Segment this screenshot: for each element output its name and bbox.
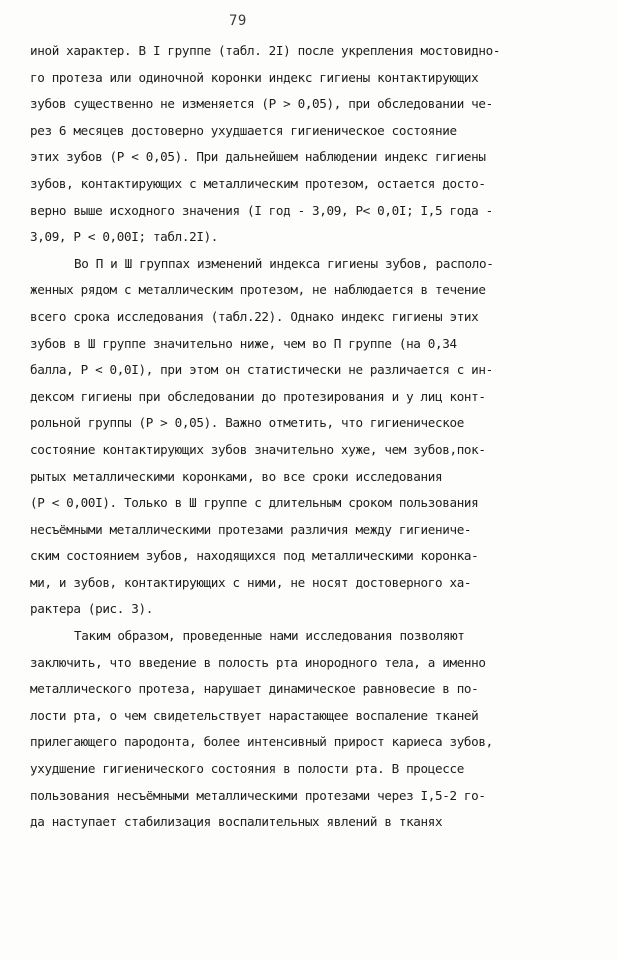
page-number: 79: [229, 13, 247, 29]
body-text: [30, 38, 602, 836]
text-line: иной характер. В I группе (табл. 2I) после укрепления мостовидно-: [30, 43, 501, 58]
text-line: этих зубов (Р < 0,05). При дальнейшем наблюдении индекс гигиены: [30, 149, 486, 165]
text-line: металлического протеза, нарушает динамическое равновесие в по-: [30, 681, 479, 697]
text-line: ухудшение гигиенического состояния в полости рта. В процессе: [30, 761, 464, 777]
text-line: зубов в Ш группе значительно ниже, чем во П группе (на 0,34: [30, 335, 457, 351]
text-line: состояние контактирующих зубов значительно хуже, чем зубов,пок-: [30, 441, 486, 457]
text-line: зубов, контактирующих с металлическим протезом, остается досто-: [30, 175, 486, 191]
text-line: да наступает стабилизация воспалительных явлений в тканях: [30, 814, 443, 830]
text-line: зубов существенно не изменяется (Р > 0,05), при обследовании че-: [30, 96, 493, 112]
text-line: балла, Р < 0,0I), при этом он статистически не различается с ин-: [30, 362, 493, 378]
text-line: го протеза или одиночной коронки индекс гигиены контактирующих: [30, 69, 479, 85]
text-line: заключить, что введение в полость рта инородного тела, а именно: [30, 654, 486, 670]
text-line: лости рта, о чем свидетельствует нарастающее воспаление тканей: [30, 707, 479, 723]
text-line: рактера (рис. 3).: [30, 601, 153, 617]
text-line: прилегающего пародонта, более интенсивный прирост кариеса зубов,: [30, 734, 493, 750]
text-line: Таким образом, проведенные нами исследования позволяют: [74, 628, 465, 644]
text-line: верно выше исходного значения (I год - 3,09, Р< 0,0I; I,5 года -: [30, 202, 493, 218]
text-line: рытых металлическими коронками, во все сроки исследования: [30, 468, 443, 484]
text-line: Во П и Ш группах изменений индекса гигиены зубов, располо-: [74, 255, 494, 271]
text-line: несъёмными металлическими протезами различия между гигиениче-: [30, 521, 472, 537]
text-line: всего срока исследования (табл.22). Однако индекс гигиены этих: [30, 308, 479, 324]
text-line: ским состоянием зубов, находящихся под металлическими коронка-: [30, 548, 479, 564]
text-line: 3,09, Р < 0,00I; табл.2I).: [30, 229, 219, 245]
text-line: женных рядом с металлическим протезом, не наблюдается в течение: [30, 282, 486, 298]
text-line: (Р < 0,00I). Только в Ш группе с длительным сроком пользования: [30, 495, 479, 511]
text-line: рольной группы (Р > 0,05). Важно отметить, что гигиеническое: [30, 415, 464, 431]
text-line: пользования несъёмными металлическими протезами через I,5-2 го-: [30, 787, 486, 803]
text-line: рез 6 месяцев достоверно ухудшается гигиеническое состояние: [30, 122, 457, 138]
text-line: ми, и зубов, контактирующих с ними, не носят достоверного ха-: [30, 574, 472, 590]
text-line: дексом гигиены при обследовании до протезирования и у лиц конт-: [30, 388, 486, 404]
